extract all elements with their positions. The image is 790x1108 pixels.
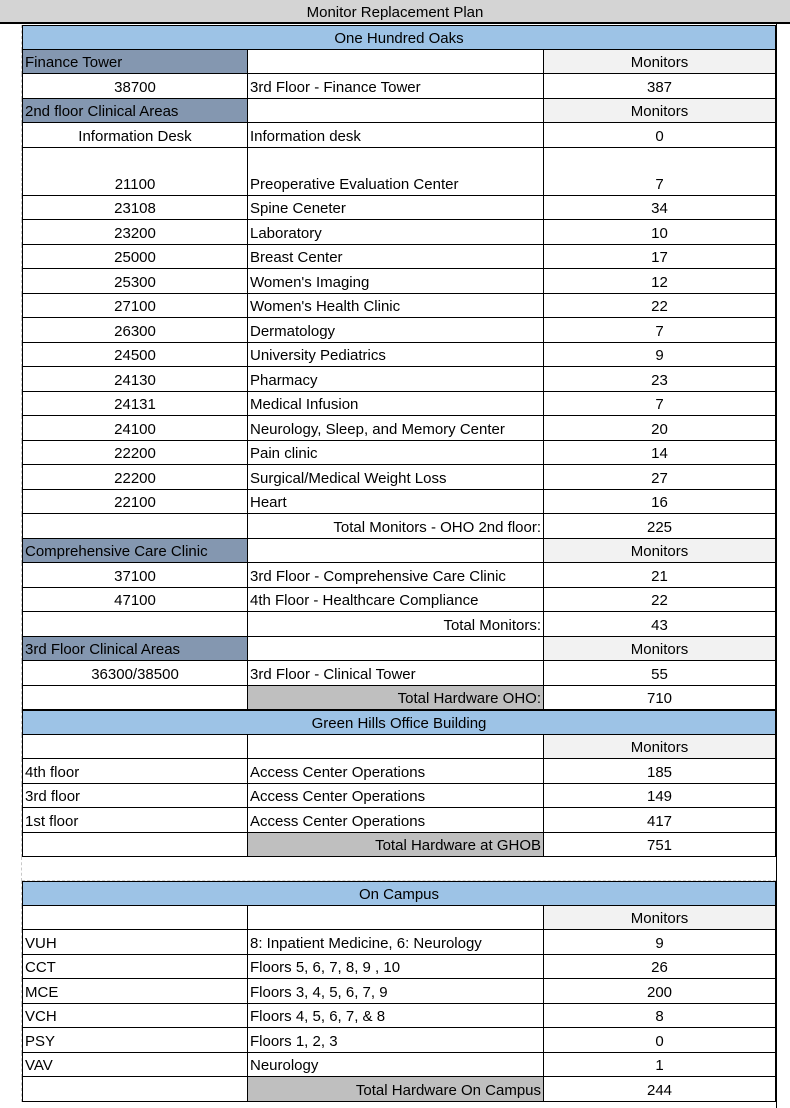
monitors-column-header[interactable]: Monitors (544, 637, 776, 662)
row-gutter (0, 686, 22, 711)
sheet-title: Monitor Replacement Plan (0, 0, 790, 24)
row-gutter (0, 588, 22, 613)
location-cell[interactable]: Women's Imaging (248, 269, 544, 294)
monitor-count-cell[interactable]: 149 (544, 784, 776, 809)
monitor-count-cell[interactable]: 12 (544, 269, 776, 294)
table-row (22, 661, 776, 686)
total-label[interactable]: Total Hardware On Campus (248, 1077, 544, 1102)
cost-center-cell[interactable]: 23200 (22, 220, 248, 245)
row-gutter (0, 196, 22, 221)
monitor-count-cell[interactable]: 1 (544, 1053, 776, 1078)
cost-center-cell[interactable]: VAV (22, 1053, 248, 1078)
empty-cell[interactable] (22, 1077, 248, 1102)
row-gutter (0, 416, 22, 441)
table-row (22, 1028, 776, 1053)
empty-cell[interactable] (22, 906, 248, 931)
column-header-row (22, 906, 776, 931)
location-cell[interactable]: Heart (248, 490, 544, 515)
monitor-count-cell[interactable]: 26 (544, 955, 776, 980)
row-gutter (0, 367, 22, 392)
cost-center-cell[interactable]: 24130 (22, 367, 248, 392)
row-gutter (0, 245, 22, 270)
row-gutter (0, 833, 22, 858)
location-cell[interactable]: Neurology (248, 1053, 544, 1078)
empty-cell[interactable] (22, 735, 248, 760)
empty-cell[interactable] (22, 686, 248, 711)
table-row (22, 1053, 776, 1078)
table-row (22, 955, 776, 980)
location-cell[interactable]: 3rd Floor - Finance Tower (248, 74, 544, 99)
monitor-count-cell[interactable]: 9 (544, 343, 776, 368)
row-gutter (0, 220, 22, 245)
location-cell[interactable]: Medical Infusion (248, 392, 544, 417)
cost-center-cell[interactable]: 38700 (22, 74, 248, 99)
monitor-count-cell[interactable]: 22 (544, 588, 776, 613)
row-gutter (0, 808, 22, 833)
monitor-count-cell[interactable]: 417 (544, 808, 776, 833)
cost-center-cell[interactable]: 24500 (22, 343, 248, 368)
total-value[interactable]: 751 (544, 833, 776, 858)
total-value[interactable]: 225 (544, 514, 776, 539)
table-row (22, 148, 776, 196)
row-gutter (0, 318, 22, 343)
row-gutter (0, 1004, 22, 1029)
location-cell[interactable]: Access Center Operations (248, 784, 544, 809)
monitor-count-cell[interactable]: 55 (544, 661, 776, 686)
monitor-count-cell[interactable]: 200 (544, 979, 776, 1004)
row-gutter (0, 857, 22, 881)
monitors-column-header[interactable]: Monitors (544, 50, 776, 75)
table-row (22, 563, 776, 588)
table-row (22, 245, 776, 270)
row-gutter (0, 50, 22, 75)
total-row (22, 1077, 776, 1102)
table-row (22, 367, 776, 392)
location-cell[interactable]: Laboratory (248, 220, 544, 245)
total-row (22, 612, 776, 637)
monitors-column-header[interactable]: Monitors (544, 906, 776, 931)
location-cell[interactable]: University Pediatrics (248, 343, 544, 368)
monitor-count-cell[interactable]: 14 (544, 441, 776, 466)
location-cell[interactable]: Neurology, Sleep, and Memory Center (248, 416, 544, 441)
row-gutter (0, 881, 22, 906)
row-gutter (0, 637, 22, 662)
cost-center-cell[interactable]: 25300 (22, 269, 248, 294)
row-gutter (0, 563, 22, 588)
row-gutter (0, 441, 22, 466)
table-row (22, 123, 776, 148)
row-gutter (0, 465, 22, 490)
cost-center-cell[interactable]: 47100 (22, 588, 248, 613)
monitor-count-cell[interactable]: 23 (544, 367, 776, 392)
empty-cell[interactable] (22, 833, 248, 858)
location-cell[interactable]: Floors 4, 5, 6, 7, & 8 (248, 1004, 544, 1029)
group-header[interactable]: Comprehensive Care Clinic (22, 539, 248, 564)
monitor-count-cell[interactable]: 20 (544, 416, 776, 441)
total-row (22, 514, 776, 539)
row-gutter (0, 955, 22, 980)
cost-center-cell[interactable]: 22200 (22, 441, 248, 466)
cost-center-cell[interactable]: 37100 (22, 563, 248, 588)
total-label[interactable]: Total Hardware at GHOB (248, 833, 544, 858)
location-cell[interactable]: Spine Ceneter (248, 196, 544, 221)
row-gutter (0, 269, 22, 294)
location-cell[interactable]: Pain clinic (248, 441, 544, 466)
table-row (22, 294, 776, 319)
total-value[interactable]: 710 (544, 686, 776, 711)
table-row (22, 490, 776, 515)
total-label[interactable]: Total Monitors - OHO 2nd floor: (248, 514, 544, 539)
location-cell[interactable]: Access Center Operations (248, 808, 544, 833)
cost-center-cell[interactable]: VCH (22, 1004, 248, 1029)
table-row (22, 392, 776, 417)
total-label[interactable]: Total Monitors: (248, 612, 544, 637)
monitor-count-cell[interactable]: 21 (544, 563, 776, 588)
monitors-column-header[interactable]: Monitors (544, 99, 776, 124)
location-cell[interactable]: Preoperative Evaluation Center (248, 148, 544, 196)
cost-center-cell[interactable]: 36300/38500 (22, 661, 248, 686)
section-header[interactable]: One Hundred Oaks (22, 25, 776, 50)
cost-center-cell[interactable]: 24131 (22, 392, 248, 417)
table-row (22, 269, 776, 294)
section-on-campus (22, 881, 776, 906)
total-row (22, 833, 776, 858)
monitor-count-cell[interactable]: 27 (544, 465, 776, 490)
monitor-count-cell[interactable]: 7 (544, 318, 776, 343)
location-cell[interactable]: Floors 1, 2, 3 (248, 1028, 544, 1053)
table-row (22, 808, 776, 833)
row-gutter (0, 392, 22, 417)
location-cell[interactable]: Access Center Operations (248, 759, 544, 784)
location-cell[interactable]: 8: Inpatient Medicine, 6: Neurology (248, 930, 544, 955)
location-cell[interactable]: 4th Floor - Healthcare Compliance (248, 588, 544, 613)
row-gutter (0, 294, 22, 319)
row-gutter (0, 1053, 22, 1078)
row-gutter (0, 1028, 22, 1053)
comprehensive-care-header (22, 539, 776, 564)
empty-cell[interactable] (22, 514, 248, 539)
cost-center-cell[interactable]: MCE (22, 979, 248, 1004)
row-gutter (0, 514, 22, 539)
location-cell[interactable]: 3rd Floor - Comprehensive Care Clinic (248, 563, 544, 588)
empty-cell[interactable] (248, 50, 544, 75)
empty-cell[interactable] (248, 735, 544, 760)
empty-cell[interactable] (248, 637, 544, 662)
row-gutter (0, 1077, 22, 1102)
row-gutter (0, 710, 22, 735)
table-row (22, 220, 776, 245)
section-header[interactable]: On Campus (22, 881, 776, 906)
table-row (22, 465, 776, 490)
monitor-count-cell[interactable]: 9 (544, 930, 776, 955)
cost-center-cell[interactable]: Information Desk (22, 123, 248, 148)
row-gutter (0, 735, 22, 760)
clinical-2nd-floor-header (22, 99, 776, 124)
table-row (22, 759, 776, 784)
row-gutter (0, 99, 22, 124)
location-cell[interactable]: Breast Center (248, 245, 544, 270)
cost-center-cell[interactable]: 21100 (22, 148, 248, 196)
location-cell[interactable]: Surgical/Medical Weight Loss (248, 465, 544, 490)
table-row (22, 318, 776, 343)
monitor-count-cell[interactable]: 22 (544, 294, 776, 319)
section-green-hills (22, 710, 776, 735)
table-row (22, 416, 776, 441)
cost-center-cell[interactable]: VUH (22, 930, 248, 955)
monitor-count-cell[interactable]: 387 (544, 74, 776, 99)
monitor-count-cell[interactable]: 34 (544, 196, 776, 221)
cost-center-cell[interactable]: 26300 (22, 318, 248, 343)
row-gutter (0, 906, 22, 931)
monitor-count-cell[interactable]: 8 (544, 1004, 776, 1029)
location-cell[interactable]: Pharmacy (248, 367, 544, 392)
cost-center-cell[interactable]: 4th floor (22, 759, 248, 784)
monitor-count-cell[interactable]: 17 (544, 245, 776, 270)
monitor-count-cell[interactable]: 0 (544, 1028, 776, 1053)
location-cell[interactable]: 3rd Floor - Clinical Tower (248, 661, 544, 686)
row-gutter (0, 74, 22, 99)
total-value[interactable]: 244 (544, 1077, 776, 1102)
cost-center-cell[interactable]: 23108 (22, 196, 248, 221)
row-gutter (0, 612, 22, 637)
table-row (22, 930, 776, 955)
monitors-column-header[interactable]: Monitors (544, 539, 776, 564)
empty-cell[interactable] (248, 906, 544, 931)
cost-center-cell[interactable]: 25000 (22, 245, 248, 270)
monitor-count-cell[interactable]: 16 (544, 490, 776, 515)
row-gutter (0, 539, 22, 564)
location-cell[interactable]: Women's Health Clinic (248, 294, 544, 319)
total-label[interactable]: Total Hardware OHO: (248, 686, 544, 711)
empty-cell[interactable] (248, 539, 544, 564)
section-header[interactable]: Green Hills Office Building (22, 710, 776, 735)
cost-center-cell[interactable]: 27100 (22, 294, 248, 319)
cost-center-cell[interactable]: 22100 (22, 490, 248, 515)
total-row (22, 686, 776, 711)
row-gutter (0, 148, 22, 196)
table-row (22, 441, 776, 466)
empty-cell[interactable] (22, 612, 248, 637)
column-header-row (22, 735, 776, 760)
monitor-count-cell[interactable]: 7 (544, 392, 776, 417)
monitors-column-header[interactable]: Monitors (544, 735, 776, 760)
location-cell[interactable]: Floors 5, 6, 7, 8, 9 , 10 (248, 955, 544, 980)
finance-tower-header (22, 50, 776, 75)
cost-center-cell[interactable]: 3rd floor (22, 784, 248, 809)
group-header[interactable]: 2nd floor Clinical Areas (22, 99, 248, 124)
row-gutter (0, 123, 22, 148)
row-gutter (0, 759, 22, 784)
group-header[interactable]: 3rd Floor Clinical Areas (22, 637, 248, 662)
table-row (22, 588, 776, 613)
section-one-hundred-oaks (22, 25, 776, 50)
clinical-3rd-floor-header (22, 637, 776, 662)
location-cell[interactable]: Floors 3, 4, 5, 6, 7, 9 (248, 979, 544, 1004)
table-row (22, 343, 776, 368)
table-row (22, 784, 776, 809)
row-gutter (0, 25, 22, 50)
cost-center-cell[interactable]: 1st floor (22, 808, 248, 833)
table-row (22, 74, 776, 99)
row-gutter (0, 490, 22, 515)
row-gutter (0, 661, 22, 686)
table-row (22, 196, 776, 221)
row-gutter (0, 979, 22, 1004)
monitor-count-cell[interactable]: 185 (544, 759, 776, 784)
table-row (22, 1004, 776, 1029)
cost-center-cell[interactable]: CCT (22, 955, 248, 980)
table-row (22, 979, 776, 1004)
blank-row (22, 857, 776, 881)
total-value[interactable]: 43 (544, 612, 776, 637)
row-gutter (0, 343, 22, 368)
row-gutter (0, 784, 22, 809)
monitor-count-cell[interactable]: 0 (544, 123, 776, 148)
empty-cell[interactable] (248, 99, 544, 124)
location-cell[interactable]: Information desk (248, 123, 544, 148)
monitor-count-cell[interactable]: 10 (544, 220, 776, 245)
monitor-count-cell[interactable]: 7 (544, 148, 776, 196)
cost-center-cell[interactable]: PSY (22, 1028, 248, 1053)
right-margin (776, 24, 790, 1108)
cost-center-cell[interactable]: 24100 (22, 416, 248, 441)
row-gutter (0, 930, 22, 955)
cost-center-cell[interactable]: 22200 (22, 465, 248, 490)
location-cell[interactable]: Dermatology (248, 318, 544, 343)
group-header[interactable]: Finance Tower (22, 50, 248, 75)
